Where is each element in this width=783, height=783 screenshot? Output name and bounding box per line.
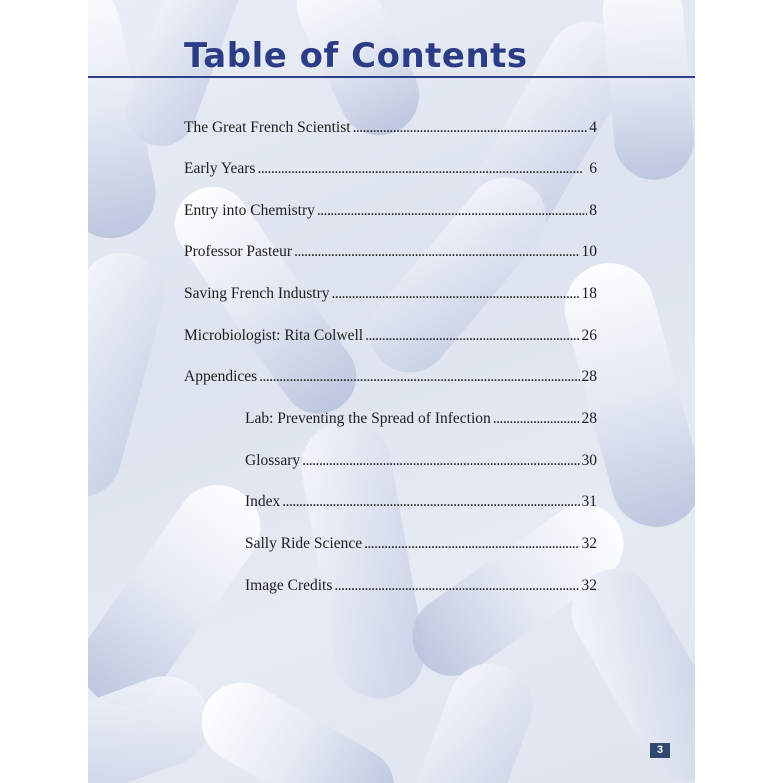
leader-dots <box>493 410 580 428</box>
page-title: Table of Contents <box>184 36 528 76</box>
toc-entry-label: Appendices <box>184 368 258 385</box>
toc-entry[interactable] <box>184 368 597 390</box>
table-of-contents <box>88 0 695 783</box>
leader-dots <box>294 243 579 261</box>
toc-entry-page: 28 <box>581 368 597 385</box>
leader-dots <box>257 160 587 178</box>
leader-dots <box>334 577 579 595</box>
toc-entry-label: Image Credits <box>245 577 333 594</box>
toc-sub-entry[interactable] <box>245 577 597 599</box>
toc-sub-entry[interactable] <box>245 535 597 557</box>
toc-entry-page: 26 <box>581 327 597 344</box>
toc-entry-page: 31 <box>581 493 597 510</box>
leader-dots <box>282 493 579 511</box>
toc-sub-entry[interactable] <box>245 452 597 474</box>
toc-entry-page: 6 <box>589 160 597 177</box>
leader-dots <box>302 452 579 470</box>
leader-dots <box>364 535 579 553</box>
toc-entry-page: 32 <box>581 577 597 594</box>
toc-sub-entry[interactable] <box>245 410 597 432</box>
toc-entry-page: 10 <box>581 243 597 260</box>
toc-entry[interactable] <box>184 285 597 307</box>
toc-entry[interactable] <box>184 160 597 182</box>
leader-dots <box>365 327 579 345</box>
toc-entry[interactable] <box>184 119 597 141</box>
leader-dots <box>353 119 588 137</box>
toc-entry-label: Saving French Industry <box>184 285 330 302</box>
toc-entry-label: Early Years <box>184 160 256 177</box>
toc-entry-page: 30 <box>581 452 597 469</box>
toc-entry-label: Entry into Chemistry <box>184 202 315 219</box>
leader-dots <box>259 368 579 386</box>
toc-entry-page: 4 <box>589 119 597 136</box>
toc-entry[interactable] <box>184 202 597 224</box>
toc-entry-label: Lab: Preventing the Spread of Infection <box>245 410 491 427</box>
toc-entry-label: The Great French Scientist <box>184 119 351 136</box>
toc-entry-page: 8 <box>589 202 597 219</box>
toc-entry-label: Microbiologist: Rita Colwell <box>184 327 364 344</box>
toc-entry-label: Index <box>245 493 281 510</box>
leader-dots <box>317 202 587 220</box>
toc-entry-label: Professor Pasteur <box>184 243 293 260</box>
book-page <box>88 0 695 783</box>
toc-entry[interactable] <box>184 327 597 349</box>
leader-dots <box>332 285 580 303</box>
toc-entry-label: Sally Ride Science <box>245 535 363 552</box>
toc-entry-page: 18 <box>581 285 597 302</box>
toc-entry-page: 32 <box>581 535 597 552</box>
toc-entry-label: Glossary <box>245 452 301 469</box>
page-number-badge: 3 <box>650 743 670 758</box>
toc-entry[interactable] <box>184 243 597 265</box>
toc-sub-entry[interactable] <box>245 493 597 515</box>
toc-entry-page: 28 <box>581 410 597 427</box>
